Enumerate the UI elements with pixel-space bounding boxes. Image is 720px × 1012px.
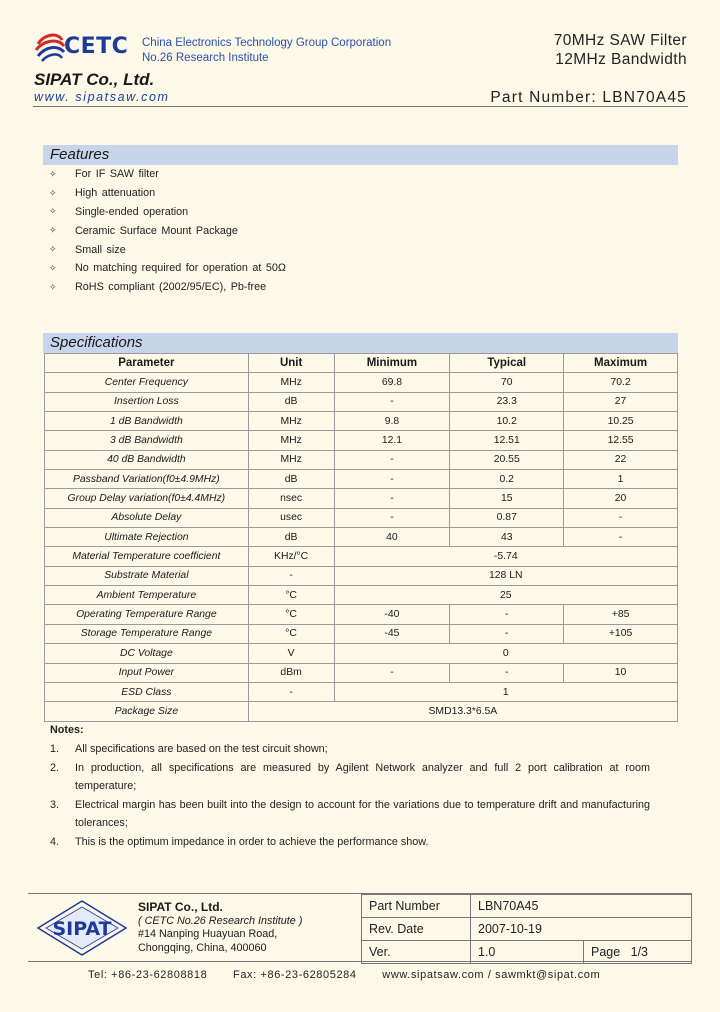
cell-unit: MHz [248,450,334,469]
table-row [45,528,678,547]
cell-unit: °C [248,624,334,643]
header-divider [33,106,688,107]
cell-unit: MHz [248,373,334,392]
feature-item: ✧ Ceramic Surface Mount Package [49,224,238,237]
cell-unit: nsec [248,489,334,508]
cell-maximum: - [564,508,678,527]
features-list [47,165,667,297]
cell-parameter: Material Temperature coefficient [45,547,249,566]
note-item: 3. Electrical margin has been built into the design to account for the variations due to temperature drift and manufacturing tolerances; [50,798,650,829]
features-section-title: Features [43,145,678,165]
feature-item: ✧ High attenuation [49,187,156,200]
feature-item: ✧ RoHS compliant (2002/95/EC), Pb-free [49,281,267,294]
contact-fax: Fax: +86-23-62805284 [233,969,357,981]
feature-item: ✧ No matching required for operation at 50Ω [49,262,286,275]
page-label: Page [591,945,621,959]
rev-date-value: 2007-10-19 [471,918,692,941]
cell-maximum: 1 [564,470,678,489]
cell-unit: °C [248,605,334,624]
table-row [45,566,678,585]
cetc-company-name [142,36,391,66]
cell-maximum: 22 [564,450,678,469]
cell-parameter: 40 dB Bandwidth [45,450,249,469]
cell-unit: - [248,566,334,585]
table-row [45,702,678,721]
contact-tel: Tel: +86-23-62808818 [88,969,208,981]
cell-parameter: Operating Temperature Range [45,605,249,624]
diamond-bullet-icon: ✧ [49,206,57,217]
cell-parameter: Group Delay variation(f0±4.4MHz) [45,489,249,508]
cell-parameter: Package Size [45,702,249,721]
specifications-table [44,353,678,722]
cell-unit: KHz/°C [248,547,334,566]
cell-minimum: -40 [334,605,450,624]
cell-parameter: ESD Class [45,682,249,701]
cell-unit: usec [248,508,334,527]
cell-typical: - [450,663,564,682]
cetc-company-line1: China Electronics Technology Group Corporation [142,37,392,49]
cell-parameter: Ultimate Rejection [45,528,249,547]
table-row [45,624,678,643]
cell-maximum: 27 [564,392,678,411]
cell-typical: 20.55 [450,450,564,469]
doc-info-row [362,918,692,941]
page-header [0,0,720,110]
cell-parameter: Insertion Loss [45,392,249,411]
cell-unit: MHz [248,412,334,431]
table-row [45,470,678,489]
cell-maximum: 10.25 [564,412,678,431]
part-number-label: Part Number [362,895,471,918]
feature-item: ✧ Small size [49,243,126,256]
contact-web-email[interactable]: www.sipatsaw.com / sawmkt@sipat.com [382,969,601,981]
product-title-line2: 12MHz Bandwidth [555,51,687,68]
page-value: 1/3 [630,945,649,959]
col-header-maximum: Maximum [564,354,678,373]
diamond-bullet-icon: ✧ [49,187,57,198]
table-row [45,644,678,663]
cell-minimum: - [334,392,450,411]
feature-item: ✧ For IF SAW filter [49,168,159,181]
part-number-heading: Part Number: LBN70A45 [490,89,687,106]
product-title [554,31,687,69]
cell-parameter: Absolute Delay [45,508,249,527]
document-info-table [361,894,692,964]
doc-info-row [362,941,692,964]
cell-typical: 1 [334,682,677,701]
doc-info-row [362,895,692,918]
table-row [45,489,678,508]
cell-unit: dB [248,392,334,411]
cell-typical: 10.2 [450,412,564,431]
col-header-unit: Unit [248,354,334,373]
table-row [45,450,678,469]
cell-typical: 15 [450,489,564,508]
cell-maximum: 12.55 [564,431,678,450]
cell-maximum: 70.2 [564,373,678,392]
cell-minimum: - [334,489,450,508]
cell-minimum: -45 [334,624,450,643]
note-item: 2. In production, all specifications are measured by Agilent Network analyzer and full 2 port calibration at room temperature; [50,761,650,792]
cell-minimum: 40 [334,528,450,547]
notes-title: Notes: [50,724,84,736]
cell-parameter: Center Frequency [45,373,249,392]
cell-minimum: - [334,663,450,682]
sipat-logo-text: SIPAT [52,918,112,940]
cell-typical: 12.51 [450,431,564,450]
cell-unit: MHz [248,431,334,450]
cell-unit: - [248,682,334,701]
version-value: 1.0 [471,941,584,964]
cell-typical: 0.87 [450,508,564,527]
cell-maximum: 10 [564,663,678,682]
contact-line [88,969,622,981]
sipat-website-link[interactable]: www. sipatsaw.com [34,90,170,104]
table-row [45,508,678,527]
footer-address-line1: #14 Nanping Huayuan Road, [138,928,278,940]
table-row [45,431,678,450]
note-item: 4. This is the optimum impedance in order to achieve the performance show. [50,835,429,848]
notes-section [50,724,650,851]
footer-company-name: SIPAT Co., Ltd. [138,900,223,914]
diamond-bullet-icon: ✧ [49,262,57,273]
cell-minimum: - [334,508,450,527]
cell-typical: 70 [450,373,564,392]
table-row [45,373,678,392]
cell-typical: 0.2 [450,470,564,489]
cell-maximum: +105 [564,624,678,643]
cell-unit: dBm [248,663,334,682]
cetc-company-line2: No.26 Research Institute [142,52,269,64]
cetc-logo-text: CETC [64,34,129,59]
table-row [45,605,678,624]
diamond-bullet-icon: ✧ [49,225,57,236]
version-label: Ver. [362,941,471,964]
table-row [45,392,678,411]
cell-maximum: +85 [564,605,678,624]
cell-minimum: - [334,450,450,469]
footer-company-cetc: ( CETC No.26 Research Institute ) [138,914,303,927]
cell-parameter: DC Voltage [45,644,249,663]
note-item: 1. All specifications are based on the test circuit shown; [50,743,328,755]
col-header-typical: Typical [450,354,564,373]
cell-parameter: 3 dB Bandwidth [45,431,249,450]
page-footer [28,893,692,962]
rev-date-label: Rev. Date [362,918,471,941]
diamond-bullet-icon: ✧ [49,168,57,179]
cell-typical: - [450,605,564,624]
specifications-table-body [45,373,678,721]
table-header-row [45,354,678,373]
cell-unit: dB [248,470,334,489]
cell-typical: SMD13.3*6.5A [248,702,677,721]
sipat-logo-icon [34,899,130,957]
product-title-line1: 70MHz SAW Filter [553,32,687,49]
cell-typical: 23.3 [450,392,564,411]
table-row [45,682,678,701]
cell-typical: -5.74 [334,547,677,566]
cell-maximum: - [564,528,678,547]
cell-maximum: 20 [564,489,678,508]
cell-typical: - [450,624,564,643]
diamond-bullet-icon: ✧ [49,244,57,255]
cell-unit: dB [248,528,334,547]
diamond-bullet-icon: ✧ [49,281,57,292]
feature-item: ✧ Single-ended operation [49,205,189,218]
cell-typical: 128 LN [334,566,677,585]
part-number-value: LBN70A45 [471,895,692,918]
cell-parameter: Substrate Material [45,566,249,585]
page-indicator [584,941,692,964]
table-row [45,412,678,431]
cell-typical: 43 [450,528,564,547]
table-row [45,547,678,566]
footer-company-info [138,901,302,955]
cell-typical: 0 [334,644,677,663]
cell-typical: 25 [334,586,677,605]
cell-parameter: Passband Variation(f0±4.9MHz) [45,470,249,489]
col-header-parameter: Parameter [45,354,249,373]
cell-minimum: - [334,470,450,489]
cell-minimum: 12.1 [334,431,450,450]
cell-parameter: Input Power [45,663,249,682]
cell-unit: V [248,644,334,663]
col-header-minimum: Minimum [334,354,450,373]
cell-parameter: 1 dB Bandwidth [45,412,249,431]
cell-minimum: 9.8 [334,412,450,431]
specifications-section-title: Specifications [43,333,678,353]
table-row [45,586,678,605]
table-row [45,663,678,682]
sipat-company-name: SIPAT Co., Ltd. [34,70,155,89]
footer-address-line2: Chongqing, China, 400060 [138,941,267,954]
cell-parameter: Storage Temperature Range [45,624,249,643]
cell-unit: °C [248,586,334,605]
cell-minimum: 69.8 [334,373,450,392]
cell-parameter: Ambient Temperature [45,586,249,605]
